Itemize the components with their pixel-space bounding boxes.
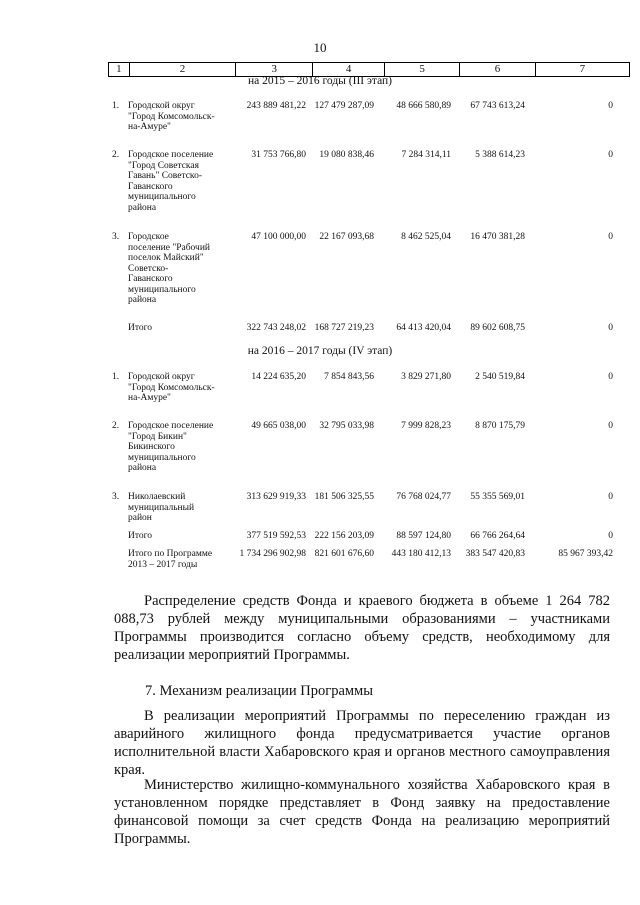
cell-col-6: 2 540 519,84 <box>475 372 525 382</box>
row-number: 2. <box>112 421 120 431</box>
row-number: 3. <box>112 492 120 502</box>
cell-col-5: 7 999 828,23 <box>401 421 451 431</box>
cell-col-5: 3 829 271,80 <box>401 372 451 382</box>
row-number: 1. <box>112 372 120 382</box>
cell-col-3: 14 224 635,20 <box>251 372 306 382</box>
header-col-3: 3 <box>236 63 313 76</box>
header-col-2: 2 <box>130 63 236 76</box>
cell-col-3: 47 100 000,00 <box>251 232 306 242</box>
paragraph-distribution: Распределение средств Фонда и краевого бюджета в объеме 1 264 782 088,73 рублей между муниципальными образованиями – участниками Программы производится согласно объему средств, необходимому для реализации мероприятий Программы. <box>114 593 610 663</box>
cell-col-7: 0 <box>608 150 613 160</box>
row-name: Итого <box>128 531 153 541</box>
cell-col-6: 383 547 420,83 <box>465 549 525 559</box>
cell-col-5: 64 413 420,04 <box>396 323 451 333</box>
section-heading: 7. Механизм реализации Программы <box>145 683 373 699</box>
cell-col-6: 67 743 613,24 <box>470 101 525 111</box>
cell-col-5: 8 462 525,04 <box>401 232 451 242</box>
paragraph-implementation: В реализации мероприятий Программы по переселению граждан из аварийного жилищного фонда предусматривается участие органов исполнительной власти Хабаровского края и органов местного самоуправления края. <box>114 708 610 778</box>
stage-3-title: на 2015 – 2016 годы (III этап) <box>247 75 393 87</box>
cell-col-7: 0 <box>608 531 613 541</box>
cell-col-4: 181 506 325,55 <box>314 492 374 502</box>
cell-col-5: 443 180 412,13 <box>391 549 451 559</box>
cell-col-7: 0 <box>608 323 613 333</box>
cell-col-6: 55 355 569,01 <box>470 492 525 502</box>
row-name: Городское поселение "Город Советская Гавань" Советско-Гаванского муниципального района <box>128 150 214 213</box>
cell-col-5: 76 768 024,77 <box>396 492 451 502</box>
row-name: Городской округ "Город Комсомольск-на-Амуре" <box>128 101 215 132</box>
cell-col-4: 32 795 033,98 <box>319 421 374 431</box>
row-name: Николаевский муниципальный район <box>128 492 195 523</box>
cell-col-3: 1 734 296 902,98 <box>239 549 306 559</box>
cell-col-5: 7 284 314,11 <box>401 150 451 160</box>
paragraph-ministry: Министерство жилищно-коммунального хозяйства Хабаровского края в установленном порядке представляет в Фонд заявку на предоставление финансовой помощи за счет средств Фонда на реализацию мероприятий Программы. <box>114 777 610 847</box>
row-name: Городской округ "Город Комсомольск-на-Амуре" <box>128 372 215 403</box>
cell-col-3: 243 889 481,22 <box>246 101 306 111</box>
header-col-5: 5 <box>385 63 460 76</box>
cell-col-4: 168 727 219,23 <box>314 323 374 333</box>
row-number: 3. <box>112 232 120 242</box>
header-col-6: 6 <box>460 63 535 76</box>
cell-col-4: 127 479 287,09 <box>314 101 374 111</box>
cell-col-6: 5 388 614,23 <box>475 150 525 160</box>
cell-col-4: 222 156 203,09 <box>314 531 374 541</box>
cell-col-6: 8 870 175,79 <box>475 421 525 431</box>
row-number: 1. <box>112 101 120 111</box>
header-col-7: 7 <box>579 63 586 75</box>
cell-col-3: 377 519 592,53 <box>246 531 306 541</box>
cell-col-4: 7 854 843,56 <box>324 372 374 382</box>
cell-col-4: 821 601 676,60 <box>314 549 374 559</box>
cell-col-5: 48 666 580,89 <box>396 101 451 111</box>
cell-col-7: 0 <box>608 421 613 431</box>
row-name: Итого <box>128 323 153 333</box>
cell-col-7: 0 <box>608 232 613 242</box>
cell-col-7: 0 <box>608 372 613 382</box>
header-col-4: 4 <box>313 63 384 76</box>
cell-col-3: 49 665 038,00 <box>251 421 306 431</box>
row-name: Городское поселение "Рабочий поселок Майский" Советско-Гаванского муниципального района <box>128 232 210 305</box>
cell-col-4: 22 167 093,68 <box>319 232 374 242</box>
cell-col-5: 88 597 124,80 <box>396 531 451 541</box>
cell-col-3: 313 629 919,33 <box>246 492 306 502</box>
cell-col-6: 89 602 608,75 <box>470 323 525 333</box>
cell-col-6: 66 766 264,64 <box>470 531 525 541</box>
row-name: Итого по Программе 2013 – 2017 годы <box>128 549 213 570</box>
cell-col-4: 19 080 838,46 <box>319 150 374 160</box>
cell-col-3: 31 753 766,80 <box>251 150 306 160</box>
header-col-1: 1 <box>109 63 130 76</box>
row-name: Городское поселение "Город Бикин" Бикинского муниципального района <box>128 421 214 473</box>
page-number: 10 <box>313 40 327 55</box>
cell-col-6: 16 470 381,28 <box>470 232 525 242</box>
cell-col-7: 0 <box>608 492 613 502</box>
cell-col-7: 85 967 393,42 <box>558 549 613 559</box>
row-number: 2. <box>112 150 120 160</box>
stage-4-title: на 2016 – 2017 годы (IV этап) <box>247 345 393 357</box>
cell-col-7: 0 <box>608 101 613 111</box>
cell-col-3: 322 743 248,02 <box>246 323 306 333</box>
